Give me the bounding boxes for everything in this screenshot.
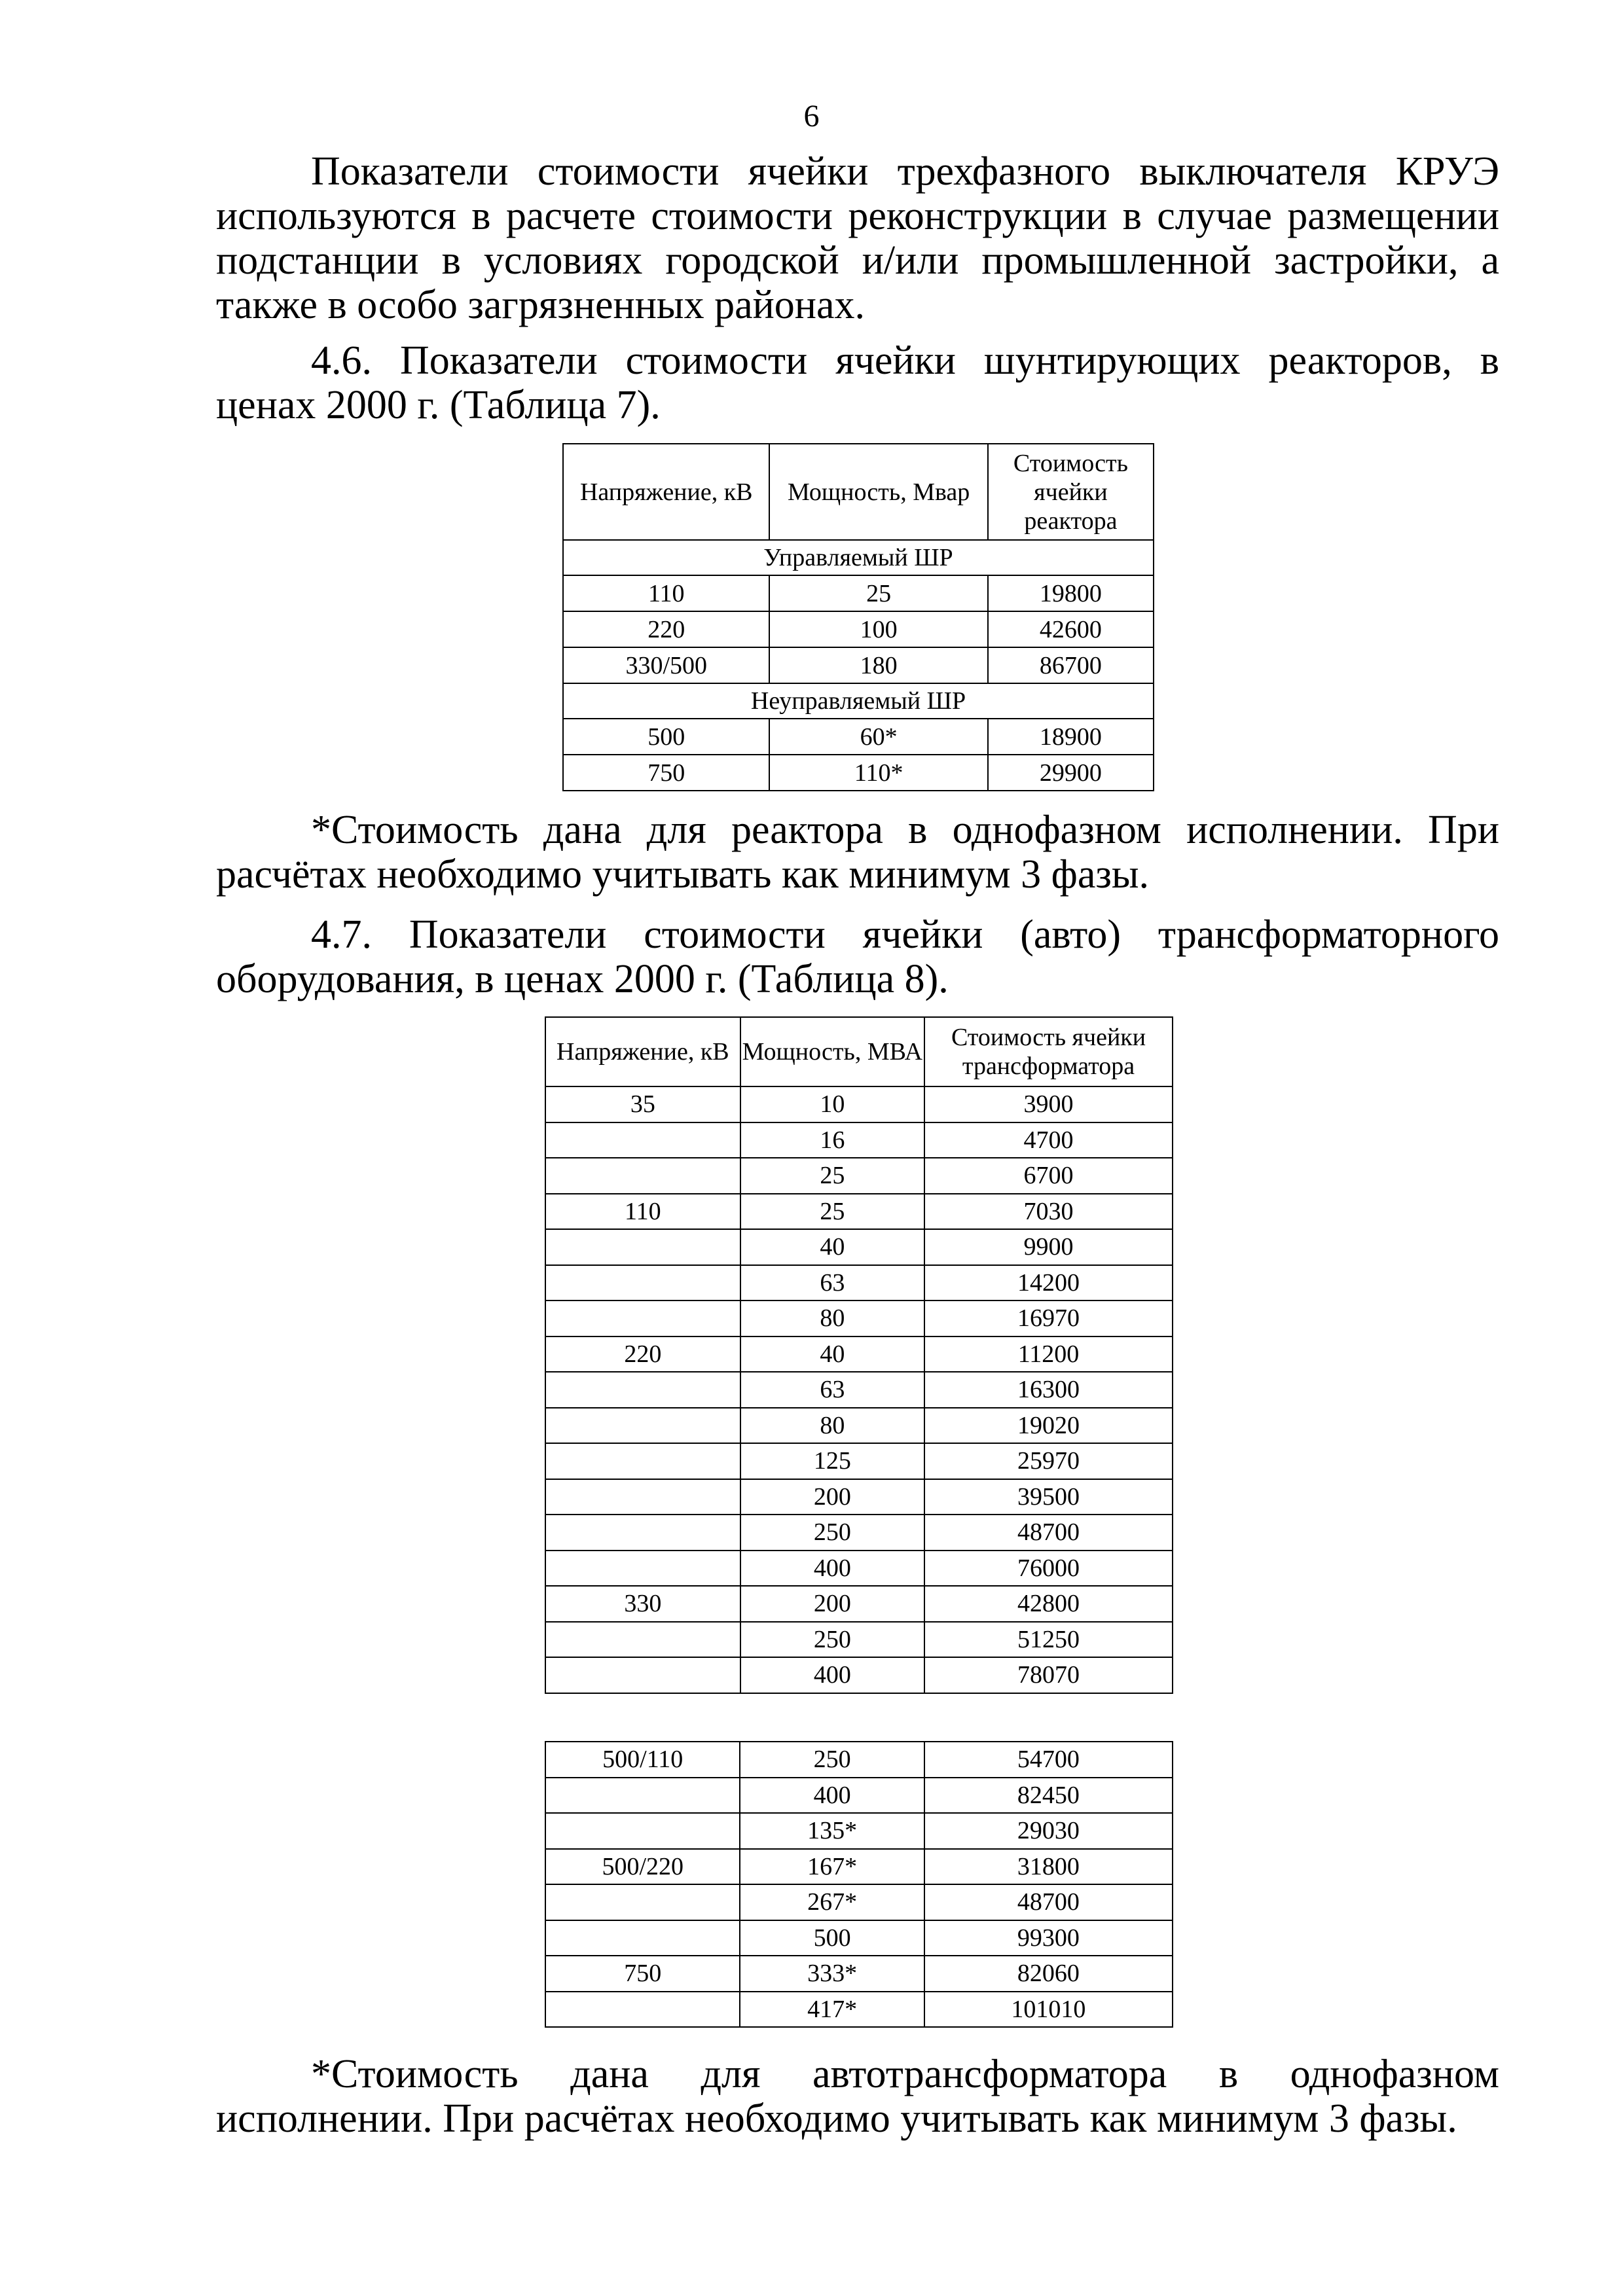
table-8-transformers-part1 [545, 1016, 1173, 1694]
table-cell: 48700 [924, 1515, 1173, 1551]
table-cell [545, 1443, 740, 1479]
table-cell: 60* [769, 719, 987, 755]
table-8-transformers-part2 [545, 1741, 1173, 2028]
table-cell: 500 [563, 719, 769, 755]
paragraph-reactor-footnote: *Стоимость дана для реактора в однофазном исполнении. При расчётах необходимо учитывать как минимум 3 фазы. [216, 808, 1499, 897]
table-cell: 500 [740, 1920, 924, 1956]
table-cell: 19800 [988, 575, 1154, 611]
table-cell: 40 [740, 1229, 924, 1265]
table-cell: 16300 [924, 1372, 1173, 1408]
table-cell: 80 [740, 1408, 924, 1444]
table-cell: 29900 [988, 755, 1154, 791]
table-cell: 80 [740, 1300, 924, 1336]
table-cell: 200 [740, 1479, 924, 1515]
table-cell: 25970 [924, 1443, 1173, 1479]
table-cell: 16 [740, 1122, 924, 1158]
table-cell: 250 [740, 1742, 924, 1778]
table-row [563, 755, 1154, 791]
table-row [545, 1479, 1173, 1515]
table-cell: 750 [563, 755, 769, 791]
header-cost: Стоимость ячейки трансформатора [924, 1017, 1173, 1086]
table-cell: 100 [769, 611, 987, 647]
table-cell: 35 [545, 1086, 740, 1122]
table-cell: 110* [769, 755, 987, 791]
table-cell: 11200 [924, 1336, 1173, 1372]
table-cell: 63 [740, 1265, 924, 1301]
table-cell: 400 [740, 1657, 924, 1693]
paragraph-section-4-7: 4.7. Показатели стоимости ячейки (авто) трансформаторного оборудования, в ценах 2000 г. (Таблица 8). [216, 912, 1499, 1001]
table-row [545, 1336, 1173, 1372]
table-row [545, 1551, 1173, 1587]
table-row [545, 1300, 1173, 1336]
table-row [545, 1849, 1173, 1885]
table-cell [545, 1372, 740, 1408]
table-cell: 42600 [988, 611, 1154, 647]
table-row [545, 1086, 1173, 1122]
table-row [545, 1408, 1173, 1444]
table-cell [545, 1920, 740, 1956]
header-cost: Стоимость ячейки реактора [988, 444, 1154, 540]
table-header-row [545, 1017, 1173, 1086]
table-cell: 19020 [924, 1408, 1173, 1444]
table-cell: 82060 [924, 1956, 1173, 1992]
table-cell: 750 [545, 1956, 740, 1992]
table-row [545, 1622, 1173, 1658]
table-cell: 9900 [924, 1229, 1173, 1265]
table-cell: 400 [740, 1778, 924, 1814]
table-cell: 40 [740, 1336, 924, 1372]
header-voltage: Напряжение, кВ [563, 444, 769, 540]
table-cell: 42800 [924, 1586, 1173, 1622]
table-cell: 500/220 [545, 1849, 740, 1885]
table-row [545, 1956, 1173, 1992]
table-cell [545, 1479, 740, 1515]
table-row [545, 1884, 1173, 1920]
table-cell: 400 [740, 1551, 924, 1587]
table-row [563, 575, 1154, 611]
table-row [545, 1920, 1173, 1956]
table-row [563, 647, 1154, 683]
table-row [545, 1194, 1173, 1230]
table-cell [545, 1300, 740, 1336]
table-cell: 220 [545, 1336, 740, 1372]
table-cell [545, 1992, 740, 2028]
table-cell: 14200 [924, 1265, 1173, 1301]
table-cell: 7030 [924, 1194, 1173, 1230]
paragraph-section-4-6: 4.6. Показатели стоимости ячейки шунтирующих реакторов, в ценах 2000 г. (Таблица 7). [216, 338, 1499, 427]
table-cell: 6700 [924, 1158, 1173, 1194]
paragraph-kruye-note: Показатели стоимости ячейки трехфазного выключателя КРУЭ используются в расчете стоимости реконструкции в случае размещении подстанции в условиях городской и/или промышленной застройки, а также в особо загрязненных районах. [216, 149, 1499, 327]
table-cell: 48700 [924, 1884, 1173, 1920]
table-row [545, 1122, 1173, 1158]
table-cell: 78070 [924, 1657, 1173, 1693]
header-power: Мощность, Мвар [769, 444, 987, 540]
table-cell: 51250 [924, 1622, 1173, 1658]
table-cell: 63 [740, 1372, 924, 1408]
table-cell: 250 [740, 1622, 924, 1658]
table-cell [545, 1408, 740, 1444]
table-row [545, 1813, 1173, 1849]
table-cell [545, 1122, 740, 1158]
table-cell: 135* [740, 1813, 924, 1849]
table-row [563, 719, 1154, 755]
table-cell: 99300 [924, 1920, 1173, 1956]
table-row [545, 1158, 1173, 1194]
table-cell: 180 [769, 647, 987, 683]
table-cell: 3900 [924, 1086, 1173, 1122]
table-cell [545, 1515, 740, 1551]
table-cell: 110 [545, 1194, 740, 1230]
table-row [545, 1778, 1173, 1814]
table-cell: 16970 [924, 1300, 1173, 1336]
table-cell [545, 1229, 740, 1265]
table-row [545, 1443, 1173, 1479]
table-row [545, 1372, 1173, 1408]
table-cell: 220 [563, 611, 769, 647]
table-row [545, 1992, 1173, 2028]
table-row [545, 1742, 1173, 1778]
table-cell: 31800 [924, 1849, 1173, 1885]
table-cell: 25 [769, 575, 987, 611]
table-cell: 333* [740, 1956, 924, 1992]
header-voltage: Напряжение, кВ [545, 1017, 740, 1086]
table-cell: 29030 [924, 1813, 1173, 1849]
table-cell: 330 [545, 1586, 740, 1622]
table-cell: 330/500 [563, 647, 769, 683]
table-cell: 82450 [924, 1778, 1173, 1814]
table-row [545, 1657, 1173, 1693]
table-cell [545, 1551, 740, 1587]
table-cell: 39500 [924, 1479, 1173, 1515]
table-row [545, 1265, 1173, 1301]
table-cell: 25 [740, 1194, 924, 1230]
table-cell [545, 1657, 740, 1693]
table-cell: 167* [740, 1849, 924, 1885]
table-cell: 200 [740, 1586, 924, 1622]
table-cell: 18900 [988, 719, 1154, 755]
table-cell [545, 1813, 740, 1849]
table-section-row [563, 683, 1154, 719]
table-cell [545, 1884, 740, 1920]
table-cell: 54700 [924, 1742, 1173, 1778]
paragraph-autotransformer-footnote: *Стоимость дана для автотрансформатора в однофазном исполнении. При расчётах необходимо учитывать как минимум 3 фазы. [216, 2052, 1499, 2141]
table-cell: 86700 [988, 647, 1154, 683]
table-cell: 417* [740, 1992, 924, 2028]
table-cell [545, 1265, 740, 1301]
table-7-shunt-reactors [562, 443, 1154, 791]
table-cell: 101010 [924, 1992, 1173, 2028]
header-power: Мощность, МВА [740, 1017, 924, 1086]
table-row [545, 1586, 1173, 1622]
table-cell: 10 [740, 1086, 924, 1122]
table-row [563, 611, 1154, 647]
table-cell: 250 [740, 1515, 924, 1551]
table-cell: 25 [740, 1158, 924, 1194]
table-cell: 267* [740, 1884, 924, 1920]
section-title: Управляемый ШР [563, 540, 1154, 575]
table-header-row [563, 444, 1154, 540]
table-cell: 110 [563, 575, 769, 611]
table-cell: 125 [740, 1443, 924, 1479]
table-cell: 76000 [924, 1551, 1173, 1587]
section-title: Неуправляемый ШР [563, 683, 1154, 719]
table-row [545, 1229, 1173, 1265]
page-number: 6 [803, 99, 820, 134]
table-section-row [563, 540, 1154, 575]
table-cell: 500/110 [545, 1742, 740, 1778]
table-cell [545, 1158, 740, 1194]
table-cell [545, 1622, 740, 1658]
table-cell [545, 1778, 740, 1814]
table-cell: 4700 [924, 1122, 1173, 1158]
table-row [545, 1515, 1173, 1551]
